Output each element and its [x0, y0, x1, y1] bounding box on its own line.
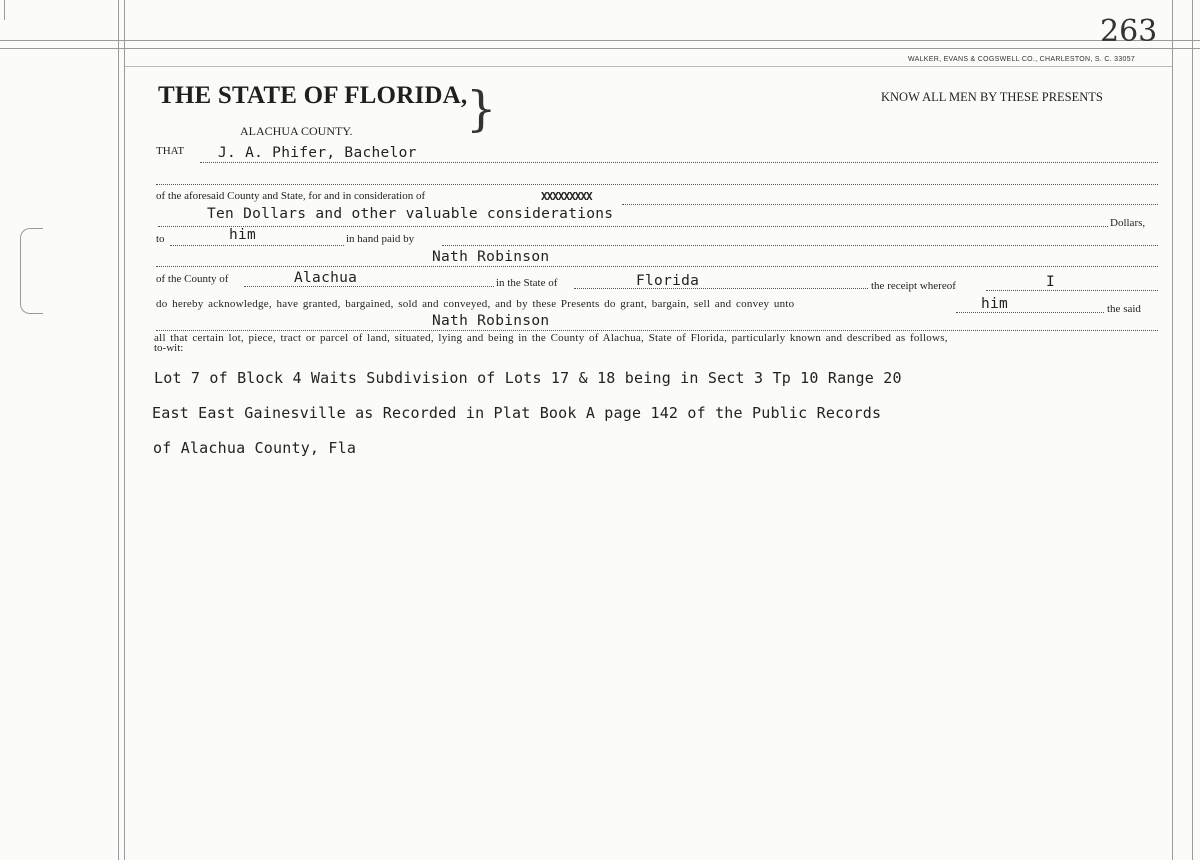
- description-line-2: East East Gainesville as Recorded in Plat Book A page 142 of the Public Records: [152, 404, 882, 422]
- binder-hole: [20, 228, 43, 314]
- the-said-label: the said: [1107, 303, 1141, 315]
- brace: }: [466, 81, 497, 137]
- right-margin-rule: [1172, 0, 1173, 860]
- grantee-fill-line: [156, 330, 1158, 331]
- to-wit-label: to-wit:: [154, 342, 184, 354]
- that-fill-line: [200, 162, 1158, 163]
- amount-value: Ten Dollars and other valuable considerations: [207, 206, 614, 222]
- grantee-name: Nath Robinson: [432, 313, 550, 329]
- printer-imprint: WALKER, EVANS & COGSWELL CO., CHARLESTON, S. C. 33057: [908, 56, 1136, 63]
- know-all-heading: KNOW ALL MEN BY THESE PRESENTS: [881, 90, 1103, 104]
- state-value: Florida: [636, 273, 700, 289]
- of-county-label: of the County of: [156, 273, 229, 285]
- county-value: Alachua: [294, 270, 358, 286]
- in-hand-fill-line: [442, 245, 1158, 246]
- state-fill-line: [574, 288, 868, 289]
- top-rule-2: [0, 48, 1200, 49]
- state-title: THE STATE OF FLORIDA,: [158, 82, 468, 109]
- left-margin-rule: [118, 0, 119, 860]
- to-fill-line: [170, 245, 344, 246]
- payer-fill-line: [156, 266, 1158, 267]
- unto-fill-line: [956, 312, 1104, 313]
- description-line-1: Lot 7 of Block 4 Waits Subdivision of Lots 17 & 18 being in Sect 3 Tp 10 Range 20: [154, 369, 902, 387]
- receipt-label: the receipt whereof: [871, 280, 956, 292]
- county-fill-line: [244, 286, 494, 287]
- consideration-fill-line: [622, 204, 1158, 205]
- unto-value: him: [981, 296, 1009, 312]
- blank-line-1: [156, 184, 1158, 185]
- receipt-fill-line: [986, 290, 1158, 291]
- consideration-label: of the aforesaid County and State, for and in consideration of: [156, 190, 426, 202]
- to-label: to: [156, 233, 165, 245]
- acknowledge-text: do hereby acknowledge, have granted, bargained, sold and conveyed, and by these Presents do grant, bargain, sell and convey unto: [156, 298, 795, 310]
- left-edge-rule: [4, 0, 5, 20]
- payer-name: Nath Robinson: [432, 249, 550, 265]
- top-rule-3: [125, 66, 1172, 67]
- county-heading: ALACHUA COUNTY.: [240, 124, 353, 138]
- that-label: THAT: [156, 145, 185, 157]
- dollars-label: Dollars,: [1110, 217, 1146, 229]
- right-edge-rule: [1192, 0, 1193, 860]
- amount-fill-line: [158, 226, 1108, 227]
- all-that-text: all that certain lot, piece, tract or parcel of land, situated, lying and being in the County of Alachua, State of Florida, particularly known and described as follows,: [154, 332, 948, 344]
- in-state-label: in the State of: [496, 277, 558, 289]
- left-margin-rule-inner: [124, 0, 125, 860]
- top-rule: [0, 40, 1200, 41]
- in-hand-label: in hand paid by: [346, 233, 415, 245]
- page-number: 263: [1100, 14, 1158, 49]
- grantor-name: J. A. Phifer, Bachelor: [218, 145, 417, 161]
- to-whom-value: him: [229, 227, 257, 243]
- description-line-3: of Alachua County, Fla: [153, 439, 357, 457]
- receipt-value: I: [1046, 274, 1056, 290]
- struck-text: XXXXXXXXX: [541, 190, 592, 203]
